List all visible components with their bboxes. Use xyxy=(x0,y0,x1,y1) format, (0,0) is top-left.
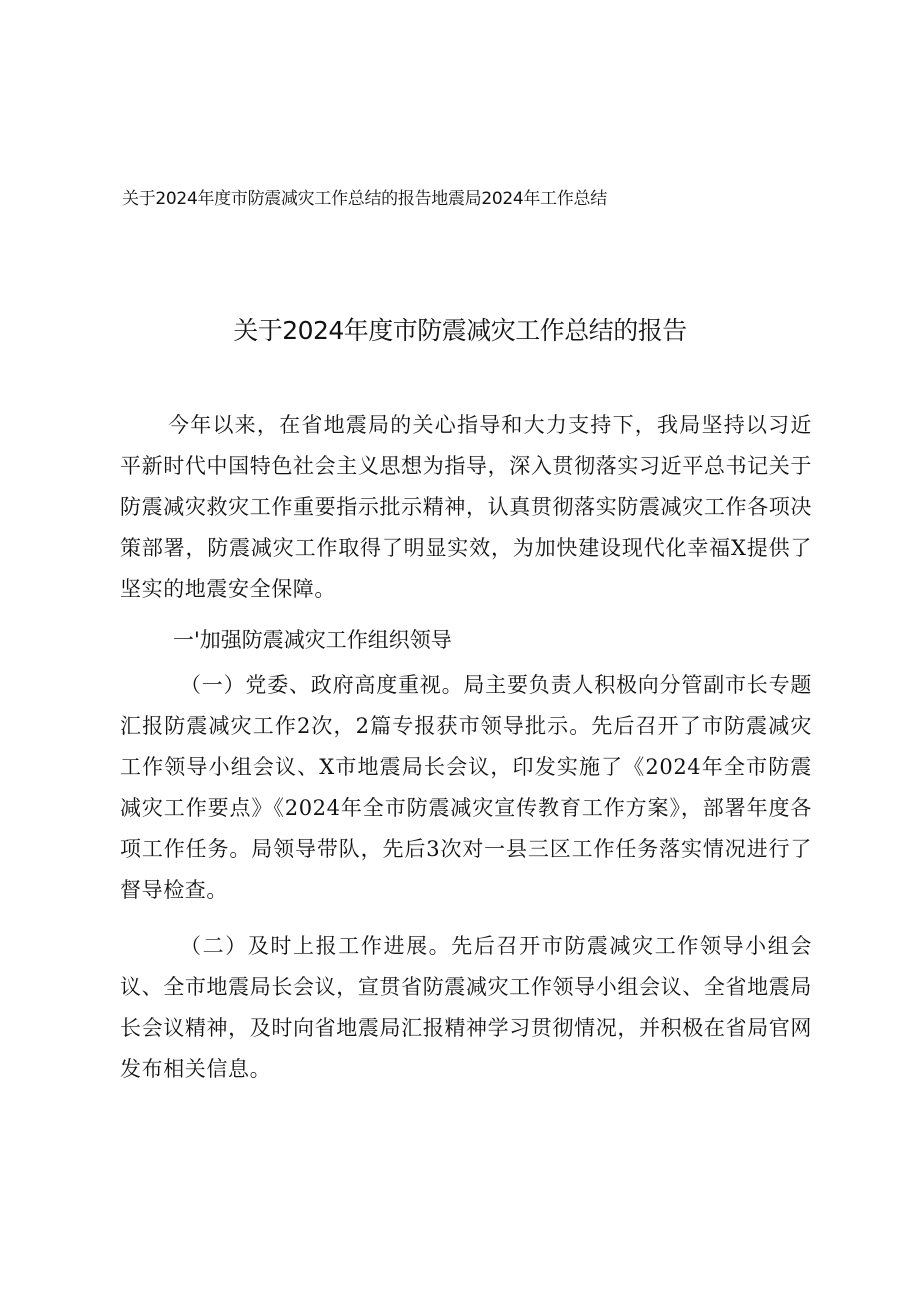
section-heading: 一'加强防震减灾工作组织领导 xyxy=(173,628,452,652)
document-title: 关于2024年度市防震减灾工作总结的报告 xyxy=(233,316,687,345)
section-paragraph-1: （一）党委、政府高度重视。局主要负责人积极向分管副市长专题汇报防震减灾工作2次，2篇专报获市领导批示。先后召开了市防震减灾工作领导小组会议、X市地震局长会议，印发实施了《2024年全市防震减灾工作要点》《2024年全市防震减灾宣传教育工作方案》，部署年度各项工作任务。局领导带队，先后3次对一县三区工作任务落实情况进行了督导检查。 xyxy=(120,673,812,902)
document-header: 关于2024年度市防震减灾工作总结的报告地震局2024年工作总结 xyxy=(122,189,607,209)
section-paragraph-2: （二）及时上报工作进展。先后召开市防震减灾工作领导小组会议、全市地震局长会议，宣贯省防震减灾工作领导小组会议、全省地震局长会议精神，及时向省地震局汇报精神学习贯彻情况，并积极在省局官网发布相关信息。 xyxy=(120,934,812,1081)
intro-paragraph: 今年以来，在省地震局的关心指导和大力支持下，我局坚持以习近平新时代中国特色社会主义思想为指导，深入贯彻落实习近平总书记关于防震减灾救灾工作重要指示批示精神，认真贯彻落实防震减灾工作各项决策部署，防震减灾工作取得了明显实效，为加快建设现代化幸福X提供了坚实的地震安全保障。 xyxy=(120,413,812,601)
